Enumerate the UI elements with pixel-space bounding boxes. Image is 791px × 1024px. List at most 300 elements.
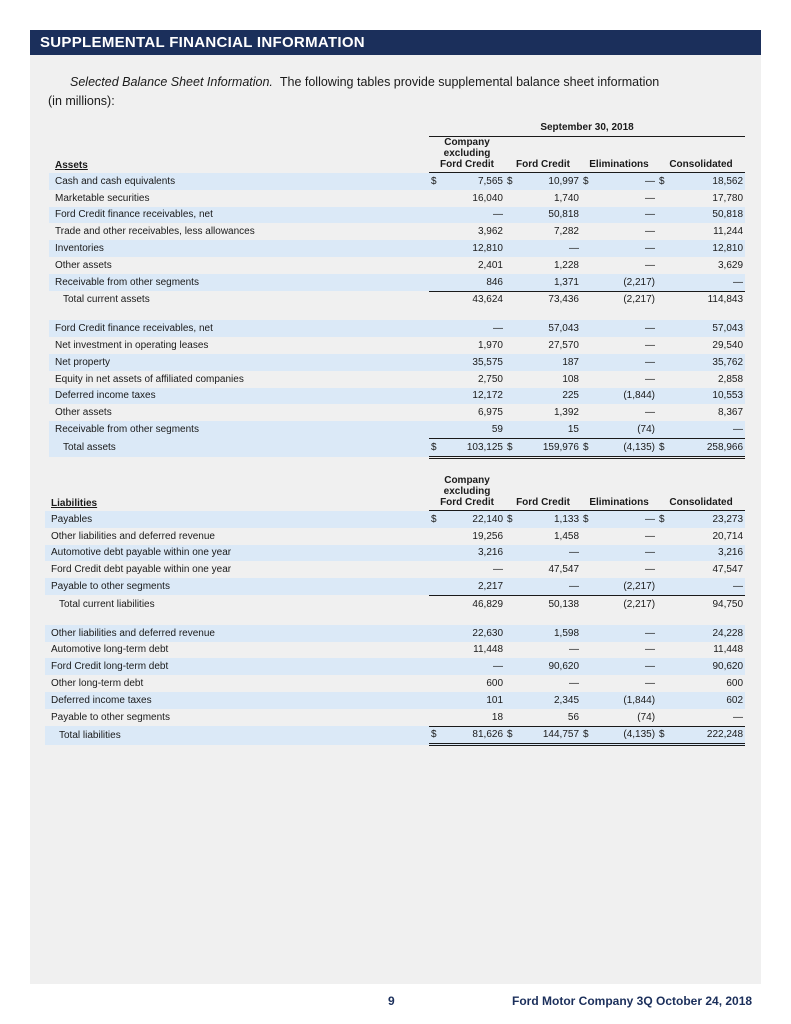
table-row	[45, 578, 745, 595]
table-row	[45, 561, 745, 578]
dollar-cell	[505, 337, 519, 354]
dollar-cell	[429, 625, 443, 642]
table-row	[45, 692, 745, 709]
total-current-row	[49, 291, 745, 308]
value-cell: —	[645, 340, 655, 352]
dollar-cell: $	[581, 173, 595, 190]
dollar-cell	[505, 223, 519, 240]
dollar-cell	[581, 625, 595, 642]
dollar-cell	[581, 291, 595, 308]
dollar-cell: $	[429, 438, 443, 457]
table-row	[45, 528, 745, 545]
table-row	[49, 421, 745, 438]
section-heading-text: Liabilities	[51, 497, 98, 509]
dollar-cell: $	[657, 511, 671, 528]
total-row	[45, 726, 745, 745]
period-row	[49, 118, 745, 137]
value-cell: —	[569, 644, 580, 656]
dollar-cell	[581, 642, 595, 659]
dollar-cell	[657, 371, 671, 388]
dollar-cell	[581, 240, 595, 257]
row-label: Total current liabilities	[59, 598, 155, 610]
assets-table	[49, 118, 745, 459]
table-row	[49, 354, 745, 371]
value-cell: 15	[519, 421, 581, 438]
value-cell: —	[671, 274, 745, 291]
dollar-cell	[429, 190, 443, 207]
value-cell: (74)	[595, 421, 657, 438]
value-cell: 2,750	[477, 373, 503, 385]
value-cell: 101	[443, 692, 505, 709]
value-cell: 7,565	[443, 173, 505, 190]
value-cell: 1,228	[553, 259, 579, 271]
dollar-cell	[657, 709, 671, 726]
dollar-cell	[505, 320, 519, 337]
value-cell: 59	[443, 421, 505, 438]
value-cell: 11,448	[473, 644, 504, 656]
value-cell: 11,448	[713, 644, 744, 656]
dollar-cell	[429, 291, 443, 308]
row-label: Ford Credit finance receivables, net	[49, 320, 429, 337]
dollar-cell: $	[429, 726, 443, 745]
dollar-cell	[505, 561, 519, 578]
dollar-cell	[429, 709, 443, 726]
footer-company: Ford Motor Company 3Q October 24, 2018	[512, 994, 753, 1008]
value-cell: 222,248	[671, 726, 745, 745]
table-row	[45, 545, 745, 562]
value-cell: (4,135)	[595, 726, 657, 745]
table-row	[49, 371, 745, 388]
value-cell: 187	[519, 354, 581, 371]
dollar-cell	[657, 595, 671, 612]
value-cell: (1,844)	[595, 692, 657, 709]
dollar-cell	[657, 561, 671, 578]
table-row	[45, 675, 745, 692]
value-cell: —	[645, 678, 656, 690]
value-cell: 103,125	[443, 438, 505, 457]
total-current-row	[45, 595, 745, 612]
dollar-cell	[581, 658, 595, 675]
dollar-cell	[581, 528, 595, 545]
row-label: Net property	[49, 354, 429, 371]
spacer-row	[49, 308, 745, 320]
value-cell: 46,829	[472, 598, 504, 610]
value-cell: 114,843	[707, 294, 744, 306]
spacer-cell	[49, 118, 429, 137]
dollar-cell	[429, 692, 443, 709]
value-cell: —	[493, 564, 504, 576]
table-row	[49, 257, 745, 274]
dollar-cell	[429, 354, 443, 371]
dollar-cell	[505, 709, 519, 726]
row-label: Equity in net assets of affiliated companies	[55, 373, 244, 385]
value-cell: 3,216	[443, 545, 505, 562]
col-header-line: excluding	[443, 148, 491, 159]
value-cell: —	[671, 709, 745, 726]
value-cell: 1,970	[477, 340, 503, 352]
value-cell: (2,217)	[623, 294, 655, 306]
value-cell: 600	[726, 678, 744, 690]
column-header-row	[49, 137, 745, 173]
dollar-cell	[657, 692, 671, 709]
row-label: Automotive debt payable within one year	[45, 545, 429, 562]
dollar-cell	[505, 404, 519, 421]
dollar-cell: $	[505, 726, 519, 745]
dollar-cell: $	[429, 511, 443, 528]
table-row	[49, 207, 745, 224]
value-cell: 57,043	[671, 320, 745, 337]
dollar-cell: $	[505, 173, 519, 190]
value-cell: 8,367	[717, 407, 744, 419]
row-label: Ford Credit long-term debt	[45, 658, 429, 675]
dollar-cell	[581, 675, 595, 692]
dollar-cell: $	[657, 438, 671, 457]
intro-line	[70, 75, 659, 89]
dollar-cell	[657, 291, 671, 308]
value-cell: 144,757	[519, 726, 581, 745]
value-cell: —	[645, 259, 655, 271]
dollar-cell: $	[581, 511, 595, 528]
col-header-c3: Eliminations	[581, 137, 657, 173]
dollar-cell	[429, 561, 443, 578]
col-header-c4: Consolidated	[657, 137, 745, 173]
dollar-cell	[657, 388, 671, 405]
dollar-cell	[657, 274, 671, 291]
value-cell: —	[443, 320, 505, 337]
value-cell: 3,962	[477, 226, 503, 238]
value-cell: —	[595, 173, 657, 190]
liabilities-table	[45, 475, 745, 746]
row-label: Other liabilities and deferred revenue	[51, 530, 215, 542]
dollar-cell	[429, 207, 443, 224]
value-cell: (74)	[595, 709, 657, 726]
row-label: Total current assets	[63, 294, 150, 306]
row-label: Net investment in operating leases	[55, 340, 209, 352]
col-header-c2: Ford Credit	[505, 475, 581, 511]
dollar-cell	[505, 274, 519, 291]
dollar-cell	[581, 274, 595, 291]
dollar-cell	[429, 528, 443, 545]
value-cell: 22,140	[443, 511, 505, 528]
value-cell: 7,282	[553, 226, 579, 238]
dollar-cell	[581, 207, 595, 224]
value-cell: —	[645, 192, 655, 204]
row-label: Other liabilities and deferred revenue	[45, 625, 429, 642]
value-cell: 35,762	[671, 354, 745, 371]
value-cell: 1,392	[553, 407, 579, 419]
value-cell: —	[645, 644, 656, 656]
value-cell: —	[595, 625, 657, 642]
spacer-cell	[45, 613, 745, 625]
col-header-c2: Ford Credit	[505, 137, 581, 173]
dollar-cell	[657, 257, 671, 274]
dollar-cell	[505, 692, 519, 709]
value-cell: —	[595, 240, 657, 257]
dollar-cell	[429, 642, 443, 659]
dollar-cell	[581, 388, 595, 405]
dollar-cell	[581, 595, 595, 612]
table-row	[45, 709, 745, 726]
row-label: Trade and other receivables, less allowances	[55, 226, 255, 238]
value-cell: 159,976	[519, 438, 581, 457]
row-label: Payables	[45, 511, 429, 528]
dollar-cell	[657, 240, 671, 257]
value-cell: 12,172	[443, 388, 505, 405]
dollar-cell	[581, 421, 595, 438]
value-cell: 73,436	[548, 294, 579, 306]
value-cell: (2,217)	[595, 578, 657, 595]
dollar-cell	[657, 337, 671, 354]
intro-text: The following tables provide supplemental balance sheet information	[279, 75, 660, 89]
table-row	[49, 320, 745, 337]
dollar-cell	[581, 371, 595, 388]
dollar-cell	[581, 545, 595, 562]
row-label: Inventories	[49, 240, 429, 257]
dollar-cell	[657, 658, 671, 675]
value-cell: 94,750	[712, 598, 744, 610]
value-cell: —	[519, 578, 581, 595]
liabilities-heading	[45, 475, 429, 511]
dollar-cell	[657, 354, 671, 371]
table-row	[49, 274, 745, 291]
value-cell: 50,818	[519, 207, 581, 224]
dollar-cell	[657, 545, 671, 562]
dollar-cell	[429, 240, 443, 257]
col-header-c4: Consolidated	[657, 475, 745, 511]
table-row	[49, 240, 745, 257]
period-label: September 30, 2018	[429, 118, 745, 137]
row-label: Payable to other segments	[51, 711, 170, 723]
col-company-excl-ford-credit	[429, 475, 505, 511]
dollar-cell	[505, 354, 519, 371]
dollar-cell	[581, 223, 595, 240]
value-cell: —	[595, 545, 657, 562]
table-row	[45, 511, 745, 528]
row-label: Cash and cash equivalents	[49, 173, 429, 190]
dollar-cell: $	[581, 438, 595, 457]
table-row	[49, 337, 745, 354]
value-cell: 47,547	[712, 564, 744, 576]
value-cell: 1,598	[519, 625, 581, 642]
dollar-cell	[581, 257, 595, 274]
value-cell: 6,975	[477, 407, 503, 419]
dollar-cell: $	[581, 726, 595, 745]
table-row	[45, 625, 745, 642]
value-cell: 11,244	[713, 226, 744, 238]
col-header-line: Company	[444, 475, 490, 486]
row-label: Other assets	[55, 259, 112, 271]
value-cell: —	[671, 421, 745, 438]
row-label: Receivable from other segments	[49, 421, 429, 438]
dollar-cell	[429, 675, 443, 692]
dollar-cell	[581, 354, 595, 371]
dollar-cell	[505, 545, 519, 562]
dollar-cell	[657, 642, 671, 659]
dollar-cell	[505, 675, 519, 692]
table-row	[49, 388, 745, 405]
value-cell: 2,858	[717, 373, 744, 385]
value-cell: 56	[519, 709, 581, 726]
dollar-cell	[429, 223, 443, 240]
value-cell: 2,401	[477, 259, 503, 271]
value-cell: 24,228	[671, 625, 745, 642]
value-cell: 16,040	[472, 192, 503, 204]
value-cell: —	[443, 658, 505, 675]
dollar-cell	[657, 404, 671, 421]
dollar-cell	[429, 320, 443, 337]
intro-units: (in millions):	[48, 94, 115, 108]
row-label: Marketable securities	[55, 192, 150, 204]
dollar-cell	[505, 625, 519, 642]
dollar-cell	[505, 642, 519, 659]
value-cell: (2,217)	[623, 598, 656, 610]
value-cell: —	[595, 354, 657, 371]
col-company-excl-ford-credit	[429, 137, 505, 173]
value-cell: 47,547	[548, 564, 580, 576]
value-cell: 50,138	[548, 598, 580, 610]
col-header-line: Ford Credit	[440, 159, 494, 170]
row-label: Deferred income taxes	[45, 692, 429, 709]
dollar-cell	[581, 692, 595, 709]
dollar-cell	[429, 658, 443, 675]
value-cell: 108	[562, 373, 579, 385]
dollar-cell	[505, 658, 519, 675]
row-label: Automotive long-term debt	[51, 644, 169, 656]
value-cell: 1,740	[553, 192, 579, 204]
dollar-cell	[429, 545, 443, 562]
dollar-cell	[657, 190, 671, 207]
dollar-cell	[429, 578, 443, 595]
dollar-cell	[657, 675, 671, 692]
value-cell: 600	[486, 678, 504, 690]
value-cell: 19,256	[472, 530, 504, 542]
dollar-cell	[657, 421, 671, 438]
dollar-cell	[505, 190, 519, 207]
dollar-cell	[505, 207, 519, 224]
value-cell: 18,562	[671, 173, 745, 190]
value-cell: 57,043	[519, 320, 581, 337]
value-cell: 23,273	[671, 511, 745, 528]
dollar-cell	[429, 371, 443, 388]
dollar-cell	[657, 625, 671, 642]
value-cell: 35,575	[443, 354, 505, 371]
dollar-cell	[429, 404, 443, 421]
value-cell: —	[569, 678, 580, 690]
value-cell: —	[595, 320, 657, 337]
value-cell: 20,714	[712, 530, 744, 542]
row-label: Total liabilities	[45, 726, 429, 745]
value-cell: 10,997	[519, 173, 581, 190]
dollar-cell	[581, 190, 595, 207]
section-header: SUPPLEMENTAL FINANCIAL INFORMATION	[30, 30, 761, 55]
dollar-cell	[581, 320, 595, 337]
dollar-cell	[581, 709, 595, 726]
page-number: 9	[388, 994, 395, 1008]
total-row	[49, 438, 745, 457]
dollar-cell	[581, 337, 595, 354]
value-cell: —	[519, 240, 581, 257]
value-cell: 602	[671, 692, 745, 709]
table-row	[45, 642, 745, 659]
value-cell: —	[519, 545, 581, 562]
value-cell: 18	[443, 709, 505, 726]
value-cell: 17,780	[712, 192, 744, 204]
value-cell: (2,217)	[595, 274, 657, 291]
value-cell: 90,620	[671, 658, 745, 675]
value-cell: 43,624	[472, 294, 503, 306]
value-cell: —	[595, 207, 657, 224]
section-heading-text: Assets	[55, 159, 88, 171]
value-cell: (1,844)	[595, 388, 657, 405]
dollar-cell: $	[657, 726, 671, 745]
value-cell: 3,629	[717, 259, 744, 271]
dollar-cell: $	[505, 511, 519, 528]
dollar-cell: $	[429, 173, 443, 190]
dollar-cell	[429, 274, 443, 291]
dollar-cell	[581, 404, 595, 421]
value-cell: —	[645, 226, 655, 238]
dollar-cell	[429, 421, 443, 438]
table-row	[49, 223, 745, 240]
dollar-cell	[505, 371, 519, 388]
dollar-cell: $	[657, 173, 671, 190]
value-cell: —	[645, 373, 655, 385]
value-cell: —	[645, 407, 655, 419]
row-label: Total assets	[49, 438, 429, 457]
col-header-line: Company	[444, 137, 490, 148]
col-header-line: excluding	[443, 486, 491, 497]
dollar-cell: $	[505, 438, 519, 457]
table-row	[49, 173, 745, 190]
col-header-c3: Eliminations	[581, 475, 657, 511]
value-cell: 90,620	[519, 658, 581, 675]
row-label: Other assets	[55, 407, 112, 419]
dollar-cell	[429, 257, 443, 274]
value-cell: —	[443, 207, 505, 224]
row-label: Payable to other segments	[45, 578, 429, 595]
table-row	[49, 404, 745, 421]
dollar-cell	[505, 257, 519, 274]
table-row	[45, 658, 745, 675]
assets-heading	[49, 137, 429, 173]
col-header-line: Ford Credit	[440, 497, 494, 508]
value-cell: 258,966	[671, 438, 745, 457]
dollar-cell	[657, 528, 671, 545]
table-row	[49, 190, 745, 207]
dollar-cell	[429, 337, 443, 354]
value-cell: 10,553	[671, 388, 745, 405]
value-cell: 1,458	[554, 530, 580, 542]
value-cell: 225	[519, 388, 581, 405]
spacer-cell	[49, 308, 745, 320]
value-cell: —	[595, 658, 657, 675]
value-cell: 12,810	[443, 240, 505, 257]
value-cell: 2,345	[519, 692, 581, 709]
dollar-cell	[657, 223, 671, 240]
value-cell: —	[645, 564, 656, 576]
dollar-cell	[581, 578, 595, 595]
value-cell: 2,217	[443, 578, 505, 595]
value-cell: (4,135)	[595, 438, 657, 457]
value-cell: 27,570	[548, 340, 579, 352]
value-cell: 3,216	[671, 545, 745, 562]
row-label: Ford Credit finance receivables, net	[49, 207, 429, 224]
dollar-cell	[657, 578, 671, 595]
dollar-cell	[505, 595, 519, 612]
value-cell: 22,630	[443, 625, 505, 642]
value-cell: 29,540	[712, 340, 744, 352]
dollar-cell	[505, 291, 519, 308]
